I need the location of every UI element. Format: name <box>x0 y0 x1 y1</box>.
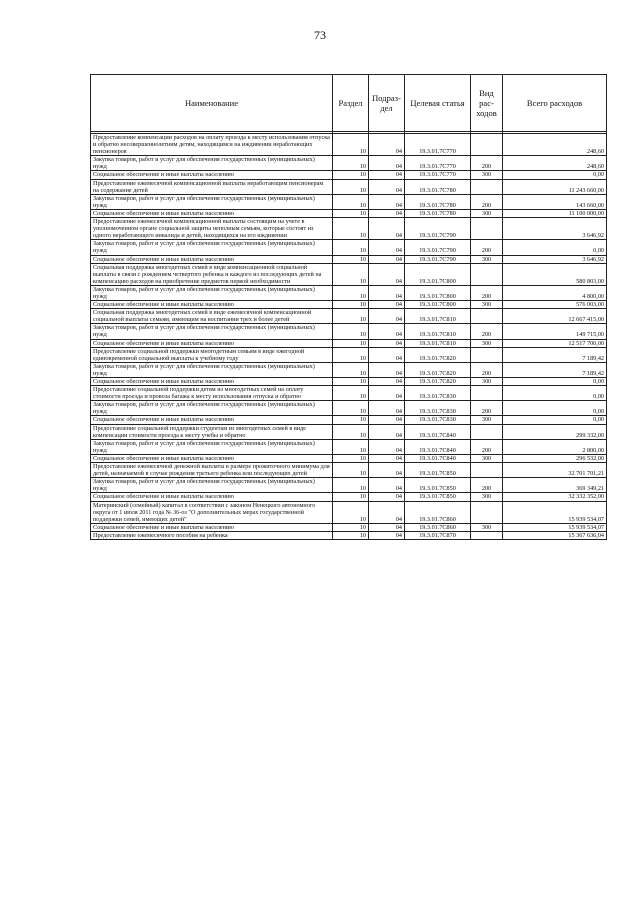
cell-section: 10 <box>333 531 369 539</box>
cell-type <box>471 347 503 362</box>
cell-target: 19.3.01.7С810 <box>405 324 471 339</box>
cell-subsection: 04 <box>369 401 405 416</box>
cell-target: 19.3.01.7С820 <box>405 378 471 386</box>
col-header-type: Вид рас-ходов <box>471 75 503 132</box>
cell-target: 19.3.01.7С810 <box>405 309 471 324</box>
cell-total: 12 517 700,00 <box>503 339 607 347</box>
cell-type <box>471 134 503 156</box>
cell-name: Предоставление ежемесячной компенсационной выплаты неработающим пенсионерам на содержание детей <box>91 179 333 194</box>
cell-total: 32 332 352,00 <box>503 493 607 501</box>
cell-section: 10 <box>333 240 369 255</box>
cell-total: 2 800,00 <box>503 439 607 454</box>
cell-section: 10 <box>333 416 369 424</box>
cell-type: 200 <box>471 362 503 377</box>
cell-total: 15 939 534,07 <box>503 501 607 523</box>
cell-total: 0,00 <box>503 401 607 416</box>
table-row <box>91 401 607 416</box>
cell-name: Материнский (семейный) капитал в соответствии с законом Ненецкого автономного округа от 1 июля 2011 года № 36-оз "О дополнительных мерах государственной поддержки семей, имеющих детей" <box>91 501 333 523</box>
cell-target: 19.3.01.7С770 <box>405 156 471 171</box>
table-row <box>91 301 607 309</box>
cell-name: Закупка товаров, работ и услуг для обеспечения государственных (муниципальных) нужд <box>91 240 333 255</box>
cell-target: 19.3.01.7С840 <box>405 439 471 454</box>
table-row <box>91 209 607 217</box>
cell-target: 19.3.01.7С800 <box>405 263 471 285</box>
cell-name: Социальная поддержка многодетных семей в виде ежемесячной компенсационной социальной выплаты семьям, имеющим на воспитании трех и более детей <box>91 309 333 324</box>
cell-name: Предоставление ежемесячной денежной выплаты в размере прожиточного минимума для детей, назначаемой в случае рождения третьего ребенка или последующих детей <box>91 463 333 478</box>
cell-name: Закупка товаров, работ и услуг для обеспечения государственных (муниципальных) нужд <box>91 156 333 171</box>
cell-section: 10 <box>333 309 369 324</box>
table-row <box>91 362 607 377</box>
cell-total: 15 367 636,04 <box>503 531 607 539</box>
cell-total: 7 189,42 <box>503 347 607 362</box>
cell-name: Социальное обеспечение и иные выплаты населению <box>91 416 333 424</box>
cell-section: 10 <box>333 523 369 531</box>
cell-subsection: 04 <box>369 240 405 255</box>
cell-target: 19.3.01.7С850 <box>405 463 471 478</box>
cell-subsection: 04 <box>369 493 405 501</box>
cell-name: Социальная поддержка многодетных семей в виде компенсационной социальной выплаты в связи с рождением четвертого ребенка и каждого из последующих детей на компенсацию расходов на приобретение предметов первой необходимости <box>91 263 333 285</box>
cell-total: 580 803,00 <box>503 263 607 285</box>
cell-subsection: 04 <box>369 209 405 217</box>
table-row <box>91 424 607 439</box>
cell-type: 200 <box>471 401 503 416</box>
cell-target: 19.3.01.7С840 <box>405 454 471 462</box>
cell-subsection: 04 <box>369 194 405 209</box>
cell-total: 299 332,00 <box>503 424 607 439</box>
cell-section: 10 <box>333 156 369 171</box>
cell-subsection: 04 <box>369 531 405 539</box>
cell-target: 19.3.01.7С790 <box>405 240 471 255</box>
cell-type <box>471 424 503 439</box>
cell-subsection: 04 <box>369 324 405 339</box>
cell-total: 15 939 534,07 <box>503 523 607 531</box>
cell-name: Закупка товаров, работ и услуг для обеспечения государственных (муниципальных) нужд <box>91 285 333 300</box>
cell-name: Закупка товаров, работ и услуг для обеспечения государственных (муниципальных) нужд <box>91 439 333 454</box>
table-row <box>91 171 607 179</box>
cell-subsection: 04 <box>369 171 405 179</box>
col-header-target: Целевая статья <box>405 75 471 132</box>
cell-target: 19.3.01.7С840 <box>405 424 471 439</box>
cell-target: 19.3.01.7С830 <box>405 401 471 416</box>
cell-subsection: 04 <box>369 285 405 300</box>
cell-name: Социальное обеспечение и иные выплаты населению <box>91 209 333 217</box>
cell-type: 200 <box>471 285 503 300</box>
cell-type: 300 <box>471 301 503 309</box>
cell-section: 10 <box>333 401 369 416</box>
cell-target: 19.3.01.7С820 <box>405 362 471 377</box>
col-header-total: Всего расходов <box>503 75 607 132</box>
cell-type <box>471 463 503 478</box>
cell-total: 248,60 <box>503 134 607 156</box>
cell-target: 19.3.01.7С800 <box>405 301 471 309</box>
cell-name: Социальное обеспечение и иные выплаты населению <box>91 339 333 347</box>
cell-subsection: 04 <box>369 179 405 194</box>
page-number: 73 <box>314 28 326 42</box>
cell-subsection: 04 <box>369 134 405 156</box>
table-row <box>91 439 607 454</box>
cell-subsection: 04 <box>369 255 405 263</box>
table-row <box>91 134 607 156</box>
cell-target: 19.3.01.7С860 <box>405 523 471 531</box>
cell-total: 0,00 <box>503 171 607 179</box>
table-row <box>91 179 607 194</box>
cell-section: 10 <box>333 339 369 347</box>
table-row <box>91 493 607 501</box>
cell-total: 149 715,00 <box>503 324 607 339</box>
cell-target: 19.3.01.7С790 <box>405 218 471 240</box>
cell-name: Социальное обеспечение и иные выплаты населению <box>91 301 333 309</box>
cell-type: 300 <box>471 454 503 462</box>
cell-name: Предоставление социальной поддержки студентам из многодетных семей в виде компенсации стоимости проезда к месту учебы и обратно <box>91 424 333 439</box>
cell-total: 3 646,92 <box>503 255 607 263</box>
cell-subsection: 04 <box>369 263 405 285</box>
cell-type: 300 <box>471 209 503 217</box>
cell-target: 19.3.01.7С810 <box>405 339 471 347</box>
cell-type: 300 <box>471 255 503 263</box>
table-row <box>91 416 607 424</box>
col-header-subsection: Подраз-дел <box>369 75 405 132</box>
cell-target: 19.3.01.7С800 <box>405 285 471 300</box>
cell-target: 19.3.01.7С850 <box>405 478 471 493</box>
cell-type <box>471 386 503 401</box>
cell-total: 143 660,00 <box>503 194 607 209</box>
cell-total: 369 349,21 <box>503 478 607 493</box>
cell-type: 300 <box>471 523 503 531</box>
table-row <box>91 285 607 300</box>
cell-type: 300 <box>471 416 503 424</box>
col-header-section: Раздел <box>333 75 369 132</box>
cell-subsection: 04 <box>369 218 405 240</box>
table-row <box>91 531 607 539</box>
cell-section: 10 <box>333 324 369 339</box>
cell-total: 0,00 <box>503 378 607 386</box>
cell-name: Закупка товаров, работ и услуг для обеспечения государственных (муниципальных) нужд <box>91 478 333 493</box>
table-row <box>91 309 607 324</box>
cell-name: Социальное обеспечение и иные выплаты населению <box>91 523 333 531</box>
cell-subsection: 04 <box>369 501 405 523</box>
cell-subsection: 04 <box>369 386 405 401</box>
cell-name: Социальное обеспечение и иные выплаты населению <box>91 493 333 501</box>
cell-subsection: 04 <box>369 463 405 478</box>
cell-name: Предоставление социальной поддержки детям из многодетных семей на оплату стоимости проезда и провоза багажа к месту использования отпуска и обратно <box>91 386 333 401</box>
cell-type <box>471 218 503 240</box>
cell-target: 19.3.01.7С860 <box>405 501 471 523</box>
cell-name: Социальное обеспечение и иные выплаты населению <box>91 255 333 263</box>
cell-section: 10 <box>333 439 369 454</box>
cell-subsection: 04 <box>369 347 405 362</box>
cell-total: 3 646,92 <box>503 218 607 240</box>
table-header-row <box>91 75 607 132</box>
cell-name: Закупка товаров, работ и услуг для обеспечения государственных (муниципальных) нужд <box>91 324 333 339</box>
table-row <box>91 386 607 401</box>
cell-total: 576 003,00 <box>503 301 607 309</box>
cell-subsection: 04 <box>369 523 405 531</box>
table-row <box>91 324 607 339</box>
table-row <box>91 463 607 478</box>
cell-type: 200 <box>471 324 503 339</box>
cell-type: 300 <box>471 171 503 179</box>
cell-name: Закупка товаров, работ и услуг для обеспечения государственных (муниципальных) нужд <box>91 401 333 416</box>
cell-subsection: 04 <box>369 309 405 324</box>
cell-type: 200 <box>471 439 503 454</box>
cell-total: 12 667 415,00 <box>503 309 607 324</box>
cell-total: 4 800,00 <box>503 285 607 300</box>
table-row <box>91 194 607 209</box>
table-body <box>91 134 607 540</box>
col-header-name: Наименование <box>91 75 333 132</box>
cell-type: 200 <box>471 240 503 255</box>
cell-target: 19.3.01.7С790 <box>405 255 471 263</box>
cell-type: 300 <box>471 339 503 347</box>
table-row <box>91 478 607 493</box>
cell-type: 200 <box>471 194 503 209</box>
cell-name: Предоставление ежемесячной компенсационной выплаты состоящим на учете в уполномоченном органе социальной защиты неполным семьям, которые состоят из одного неработающего инвалида и детей, находящихся на его иждивении <box>91 218 333 240</box>
cell-section: 10 <box>333 463 369 478</box>
cell-total: 296 532,00 <box>503 454 607 462</box>
cell-name: Социальное обеспечение и иные выплаты населению <box>91 171 333 179</box>
cell-section: 10 <box>333 209 369 217</box>
cell-total: 32 701 701,21 <box>503 463 607 478</box>
cell-target: 19.3.01.7С770 <box>405 171 471 179</box>
cell-total: 0,00 <box>503 416 607 424</box>
cell-section: 10 <box>333 424 369 439</box>
cell-target: 19.3.01.7С770 <box>405 134 471 156</box>
cell-section: 10 <box>333 386 369 401</box>
cell-subsection: 04 <box>369 416 405 424</box>
cell-section: 10 <box>333 347 369 362</box>
cell-subsection: 04 <box>369 362 405 377</box>
cell-type: 300 <box>471 378 503 386</box>
cell-section: 10 <box>333 493 369 501</box>
cell-type <box>471 501 503 523</box>
cell-type <box>471 263 503 285</box>
cell-name: Предоставление социальной поддержки многодетным семьям в виде ежегодной единовременной социальной выплаты к учебному году <box>91 347 333 362</box>
cell-section: 10 <box>333 501 369 523</box>
cell-type: 200 <box>471 156 503 171</box>
cell-target: 19.3.01.7С780 <box>405 179 471 194</box>
cell-section: 10 <box>333 478 369 493</box>
cell-name: Социальное обеспечение и иные выплаты населению <box>91 454 333 462</box>
cell-total: 11 100 000,00 <box>503 209 607 217</box>
table-row <box>91 347 607 362</box>
cell-target: 19.3.01.7С780 <box>405 209 471 217</box>
table-row <box>91 156 607 171</box>
cell-subsection: 04 <box>369 454 405 462</box>
cell-section: 10 <box>333 263 369 285</box>
cell-target: 19.3.01.7С820 <box>405 347 471 362</box>
cell-name: Закупка товаров, работ и услуг для обеспечения государственных (муниципальных) нужд <box>91 194 333 209</box>
table-row <box>91 240 607 255</box>
cell-total: 7 189,42 <box>503 362 607 377</box>
cell-subsection: 04 <box>369 301 405 309</box>
cell-section: 10 <box>333 218 369 240</box>
table-row <box>91 501 607 523</box>
cell-section: 10 <box>333 179 369 194</box>
table-row <box>91 218 607 240</box>
cell-section: 10 <box>333 134 369 156</box>
cell-target: 19.3.01.7С830 <box>405 386 471 401</box>
budget-table <box>90 74 607 540</box>
cell-total: 0,00 <box>503 240 607 255</box>
cell-section: 10 <box>333 171 369 179</box>
cell-type <box>471 531 503 539</box>
cell-target: 19.3.01.7С830 <box>405 416 471 424</box>
cell-subsection: 04 <box>369 378 405 386</box>
cell-target: 19.3.01.7С780 <box>405 194 471 209</box>
cell-section: 10 <box>333 362 369 377</box>
cell-section: 10 <box>333 378 369 386</box>
cell-subsection: 04 <box>369 478 405 493</box>
cell-section: 10 <box>333 301 369 309</box>
cell-name: Предоставление компенсации расходов на оплату проезда к месту использования отпуска и обратно несовершеннолетним детям, находящимся на иждивении неработающих пенсионеров <box>91 134 333 156</box>
cell-type <box>471 179 503 194</box>
cell-target: 19.3.01.7С870 <box>405 531 471 539</box>
cell-type: 300 <box>471 493 503 501</box>
cell-section: 10 <box>333 194 369 209</box>
cell-subsection: 04 <box>369 424 405 439</box>
cell-section: 10 <box>333 255 369 263</box>
cell-section: 10 <box>333 285 369 300</box>
cell-total: 248,60 <box>503 156 607 171</box>
cell-name: Предоставление ежемесячного пособия на ребенка <box>91 531 333 539</box>
cell-name: Социальное обеспечение и иные выплаты населению <box>91 378 333 386</box>
table-row <box>91 454 607 462</box>
cell-subsection: 04 <box>369 439 405 454</box>
cell-subsection: 04 <box>369 339 405 347</box>
cell-name: Закупка товаров, работ и услуг для обеспечения государственных (муниципальных) нужд <box>91 362 333 377</box>
cell-type <box>471 309 503 324</box>
table-row <box>91 523 607 531</box>
table-row <box>91 263 607 285</box>
cell-section: 10 <box>333 454 369 462</box>
table-row <box>91 339 607 347</box>
cell-total: 11 243 660,00 <box>503 179 607 194</box>
table-row <box>91 255 607 263</box>
cell-type: 200 <box>471 478 503 493</box>
cell-total: 0,00 <box>503 386 607 401</box>
table-row <box>91 378 607 386</box>
cell-subsection: 04 <box>369 156 405 171</box>
cell-target: 19.3.01.7С850 <box>405 493 471 501</box>
